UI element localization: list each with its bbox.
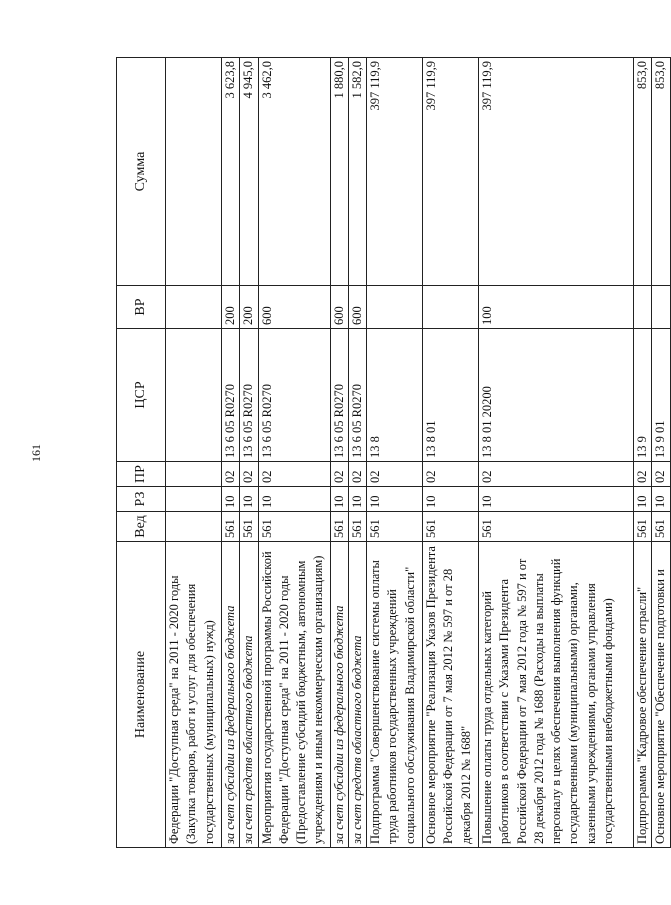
- cell-csr: 13 9: [634, 329, 652, 462]
- cell-ved: 561: [348, 512, 366, 542]
- cell-sum: 853,0: [634, 58, 652, 286]
- cell-name: за счет средств областного бюджета: [240, 542, 258, 848]
- header-pr: ПР: [117, 462, 166, 487]
- cell-name: за счет субсидии из федерального бюджета: [330, 542, 348, 848]
- cell-ved: 561: [634, 512, 652, 542]
- header-sum: Сумма: [117, 58, 166, 286]
- cell-csr: [166, 329, 222, 462]
- cell-csr: 13 6 05 R0270: [348, 329, 366, 462]
- cell-sum: 1 582,0: [348, 58, 366, 286]
- cell-pr: 02: [652, 462, 671, 487]
- cell-sum: 3 623,8: [222, 58, 240, 286]
- table-row: [222, 58, 240, 848]
- cell-pr: 02: [348, 462, 366, 487]
- cell-csr: 13 6 05 R0270: [330, 329, 348, 462]
- cell-vr: [634, 286, 652, 329]
- cell-vr: [367, 286, 423, 329]
- cell-pr: 02: [330, 462, 348, 487]
- cell-pr: 02: [367, 462, 423, 487]
- cell-name: Мероприятия государственной программы Российской Федерации "Доступная среда" на 2011 - 2020 годы (Предоставление субсидий бюджетным, автономным учреждениям и иным некоммерческим организациям): [258, 542, 330, 848]
- cell-rz: 10: [258, 487, 330, 512]
- cell-rz: 10: [634, 487, 652, 512]
- table-row: [258, 58, 330, 848]
- header-vr: ВР: [117, 286, 166, 329]
- cell-rz: 10: [479, 487, 634, 512]
- cell-vr: 200: [240, 286, 258, 329]
- cell-name: Основное мероприятие "Обеспечение подготовки и: [652, 542, 671, 848]
- cell-name: Повышение оплаты труда отдельных категорий работников в соответствии с Указами Президента Российской Федерации от 7 мая 2012 года № 597 и от 28 декабря 2012 года № 1688 (Расходы на выплаты персоналу в целях обеспечения выполнения функций государственными (муниципальными) органами, казенными учреждениями, органами управления государственными внебюджетными фондами): [479, 542, 634, 848]
- header-name: Наименование: [117, 542, 166, 848]
- table-body: [166, 58, 671, 848]
- cell-sum: 1 880,0: [330, 58, 348, 286]
- table-row: [240, 58, 258, 848]
- header-csr: ЦСР: [117, 329, 166, 462]
- cell-rz: [166, 487, 222, 512]
- cell-pr: 02: [222, 462, 240, 487]
- cell-ved: 561: [240, 512, 258, 542]
- table-row: [634, 58, 652, 848]
- cell-pr: 02: [634, 462, 652, 487]
- cell-ved: 561: [330, 512, 348, 542]
- table-header-row: [117, 58, 166, 848]
- page-number: 161: [29, 444, 43, 462]
- cell-sum: 853,0: [652, 58, 671, 286]
- cell-name: Подпрограмма "Кадровое обеспечение отрасли": [634, 542, 652, 848]
- cell-vr: 600: [258, 286, 330, 329]
- cell-pr: [166, 462, 222, 487]
- cell-rz: 10: [367, 487, 423, 512]
- table-row: [423, 58, 479, 848]
- cell-name: за счет субсидии из федерального бюджета: [222, 542, 240, 848]
- budget-table: [116, 57, 671, 848]
- cell-name: Основное мероприятие "Реализация Указов Президента Российской Федерации от 7 мая 2012 № 597 и от 28 декабря 2012 № 1688": [423, 542, 479, 848]
- cell-pr: 02: [423, 462, 479, 487]
- cell-vr: 200: [222, 286, 240, 329]
- cell-ved: 561: [479, 512, 634, 542]
- rotated-page-content: [116, 58, 668, 848]
- table-row: [330, 58, 348, 848]
- cell-vr: 600: [330, 286, 348, 329]
- table-row: [166, 58, 222, 848]
- cell-ved: 561: [367, 512, 423, 542]
- cell-sum: 397 119,9: [423, 58, 479, 286]
- cell-rz: 10: [423, 487, 479, 512]
- table-row: [479, 58, 634, 848]
- cell-rz: 10: [652, 487, 671, 512]
- cell-csr: 13 9 01: [652, 329, 671, 462]
- cell-ved: 561: [222, 512, 240, 542]
- cell-csr: 13 8 01: [423, 329, 479, 462]
- cell-vr: [166, 286, 222, 329]
- cell-ved: 561: [652, 512, 671, 542]
- cell-csr: 13 6 05 R0270: [240, 329, 258, 462]
- cell-pr: 02: [240, 462, 258, 487]
- cell-pr: 02: [479, 462, 634, 487]
- cell-sum: 3 462,0: [258, 58, 330, 286]
- header-ved: Вед: [117, 512, 166, 542]
- cell-ved: 561: [258, 512, 330, 542]
- cell-name: Федерации "Доступная среда" на 2011 - 2020 годы (Закупка товаров, работ и услуг для обеспечения государственных (муниципальных) нужд): [166, 542, 222, 848]
- cell-csr: 13 8 01 20200: [479, 329, 634, 462]
- cell-name: Подпрограмма "Совершенствование системы оплаты труда работников государственных учреждений социального обслуживания Владимирской области": [367, 542, 423, 848]
- cell-sum: 397 119,9: [479, 58, 634, 286]
- table-row: [367, 58, 423, 848]
- cell-vr: [652, 286, 671, 329]
- cell-vr: [423, 286, 479, 329]
- cell-sum: 397 119,9: [367, 58, 423, 286]
- cell-csr: 13 8: [367, 329, 423, 462]
- cell-rz: 10: [348, 487, 366, 512]
- rotated-table-container: [116, 58, 668, 848]
- cell-vr: 600: [348, 286, 366, 329]
- cell-vr: 100: [479, 286, 634, 329]
- table-row: [348, 58, 366, 848]
- cell-ved: 561: [423, 512, 479, 542]
- cell-csr: 13 6 05 R0270: [222, 329, 240, 462]
- cell-sum: 4 945,0: [240, 58, 258, 286]
- cell-rz: 10: [240, 487, 258, 512]
- header-rz: РЗ: [117, 487, 166, 512]
- cell-csr: 13 6 05 R0270: [258, 329, 330, 462]
- cell-pr: 02: [258, 462, 330, 487]
- cell-ved: [166, 512, 222, 542]
- cell-sum: [166, 58, 222, 286]
- cell-name: за счет средств областного бюджета: [348, 542, 366, 848]
- cell-rz: 10: [222, 487, 240, 512]
- cell-rz: 10: [330, 487, 348, 512]
- table-row: [652, 58, 671, 848]
